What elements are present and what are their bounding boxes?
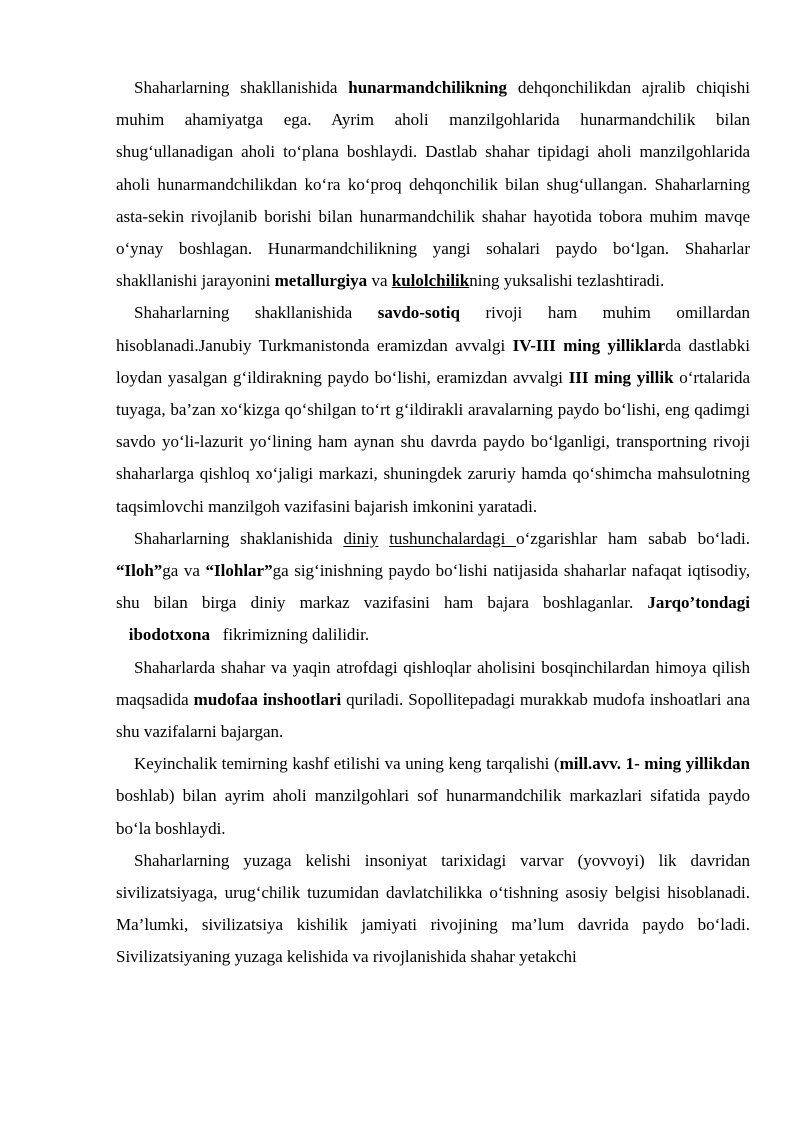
text-run: ga va [162,561,206,581]
text-run: Shaharlarning yuzaga kelishi insoniyat tarixidagi varvar (yovvoyi) lik davridan sivilizatsiyaga, urug‘chilik tuzumidan davlatchilikka o‘tishning asosiy belgisi hisoblanadi. Ma’lumki, sivilizatsiya kishilik jamiyati rivojining ma’lum davrida paydo bo‘ladi. Sivilizatsiyaning yuzaga kelishida va rivojlanishida shahar yetakchi [116,850,750,967]
text-run: Shaharlarning shakllanishida [134,303,378,323]
text-run: ga sig‘inishning paydo bo‘lishi natijasida shaharlar nafaqat iqtisodiy, shu bilan birga diniy markaz vazifasini ham bajara boshlaganlar. [116,561,750,613]
text-run: boshlab) bilan ayrim aholi manzilgohlari sof hunarmandchilik markazlari sifatida paydo bo‘la boshlaydi. [116,786,750,838]
text-run: Shaharlarning shaklanishida [134,528,344,548]
text-run: fikrimizning dalilidir. [210,625,370,645]
underlined-term: diniy [343,528,379,548]
text-run: Shaharlarda shahar va yaqin atrofdagi qishloqlar aholisini bosqinchilardan himoya qilish maqsadida [116,657,750,709]
bold-term: IV-III ming yilliklar [512,335,666,355]
text-run: va [367,271,392,291]
text-run: o‘rtalarida tuyaga, ba’zan xo‘kizga qo‘shilgan to‘rt g‘ildirakli aravalarning paydo bo‘lishi, eng qadimgi savdo yo‘li-lazurit yo‘lining ham aynan shu davrda paydo bo‘lganligi, transportning rivoji shaharlarga qishloq xo‘jaligi markazi, shuningdek zaruriy hamda qo‘shimcha mahsulotning taqsimlovchi manzilgoh vazifasini bajarish imkonini yaratadi. [116,367,750,516]
bold-term: “Iloh” [116,561,163,581]
paragraph [116,523,750,652]
text-run: dehqonchilikdan ajralib chiqishi muhim ahamiyatga ega. Ayrim aholi manzilgohlarida hunarmandchilik bilan shug‘ullanadigan aholi to‘plana boshlaydi. Dastlab shahar tipidagi aholi manzilgohlarida aholi hunarmandchilikdan ko‘ra ko‘proq dehqonchilik bilan shug‘ullangan. Shaharlarning asta-sekin rivojlanib borishi bilan hunarmandchilik shahar hayotida tobora muhim mavqe o‘ynay boshlagan. Hunarmandchilikning yangi sohalari paydo bo‘lgan. Shaharlar shakllanishi jarayonini [116,78,750,291]
paragraph [116,72,750,297]
text-run: rivoji ham muhim omillardan hisoblanadi.Janubiy Turkmanistonda eramizdan avvalgi [116,303,750,355]
paragraph [116,652,750,749]
bold-term: Jarqo’tondagi [647,593,750,613]
text-run: da dastlabki loydan yasalgan g‘ildirakning paydo bo‘lishi, eramizdan avvalgi [116,335,751,387]
bold-term: savdo-sotiq [377,303,460,323]
underlined-term: tushunchalardagi [389,528,517,548]
bold-term: mill.avv. 1- ming yillikdan [559,754,750,774]
paragraph [116,297,750,522]
text-run: Shaharlarning shakllanishida [134,78,349,97]
bold-underlined-term: kulolchilik [391,271,470,291]
text-run: quriladi. Sopollitepadagi murakkab mudofa inshoatlari ana shu vazifalarni bajargan. [116,689,750,742]
text-run: ning yuksalishi tezlashtiradi. [469,271,665,291]
text-run: Keyinchalik temirning kashf etilishi va uning keng tarqalishi ( [134,754,560,774]
bold-term: III ming yillik [568,367,674,387]
text-run: o‘zgarishlar ham sabab bo‘ladi. [516,528,750,548]
text-run [116,625,129,644]
bold-term: hunarmandchilikning [348,78,507,97]
bold-term: “Ilohlar” [205,561,273,581]
bold-term: ibodotxona [128,625,210,645]
paragraph [116,748,750,845]
paragraph [116,845,750,974]
bold-term: metallurgiya [274,271,368,291]
bold-term: mudofaa inshootlari [193,689,342,709]
text-run [378,529,389,548]
